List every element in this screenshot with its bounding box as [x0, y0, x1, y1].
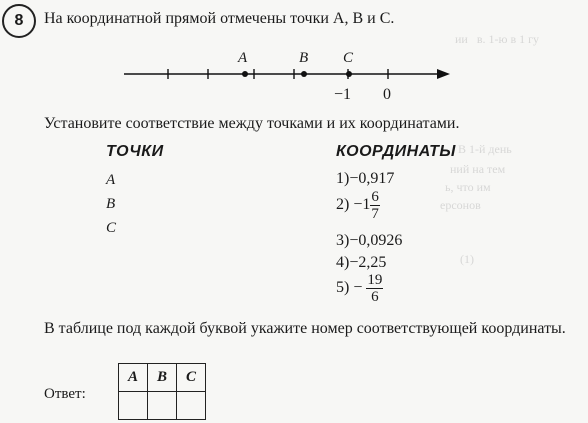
answer-cell-b[interactable]: [148, 392, 177, 420]
coordinate-option-5: 5) − $\frac{19}{6}$: [336, 272, 383, 305]
tick-label-zero: 0: [383, 86, 391, 103]
final-instruction: В таблице под каждой буквой укажите номер соответствующей координаты.: [44, 320, 566, 337]
answer-cell-c[interactable]: [177, 392, 206, 420]
answer-label: Ответ:: [44, 386, 86, 402]
answer-header-a: A: [119, 364, 148, 392]
point-item-c: C: [106, 220, 117, 236]
number-line: [120, 48, 450, 108]
task-number: 8: [14, 12, 24, 29]
number-line-svg: [120, 48, 450, 108]
answer-input-row: [119, 392, 206, 420]
points-header: ТОЧКИ: [106, 143, 164, 160]
arrow-head: [437, 69, 450, 79]
tick-label-minus-one: −1: [334, 86, 352, 103]
point-item-a: A: [106, 172, 116, 188]
coordinate-option-1: 1)−0,917: [336, 170, 395, 187]
answer-header-row: [119, 364, 206, 392]
point-label-a: A: [238, 50, 248, 66]
point-b-dot: [301, 71, 307, 77]
coordinates-header: КООРДИНАТЫ: [336, 143, 456, 160]
coordinate-option-4: 4)−2,25: [336, 254, 387, 271]
point-a-dot: [242, 71, 248, 77]
answer-cell-a[interactable]: [119, 392, 148, 420]
point-label-c: C: [343, 50, 354, 66]
answer-table: [118, 363, 206, 420]
instruction-text: Установите соответствие между точками и их координатами.: [44, 115, 460, 132]
answer-header-b: B: [148, 364, 177, 392]
point-c-dot: [346, 71, 352, 77]
point-label-b: B: [299, 50, 309, 66]
coordinate-option-3: 3)−0,0926: [336, 232, 403, 249]
task-title: На координатной прямой отмечены точки A, B и C.: [44, 10, 395, 27]
point-item-b: B: [106, 196, 116, 212]
coordinate-option-2: 2) −1 $\frac{6}{7}$: [336, 189, 379, 222]
answer-header-c: C: [177, 364, 206, 392]
task-number-badge: [2, 4, 36, 38]
